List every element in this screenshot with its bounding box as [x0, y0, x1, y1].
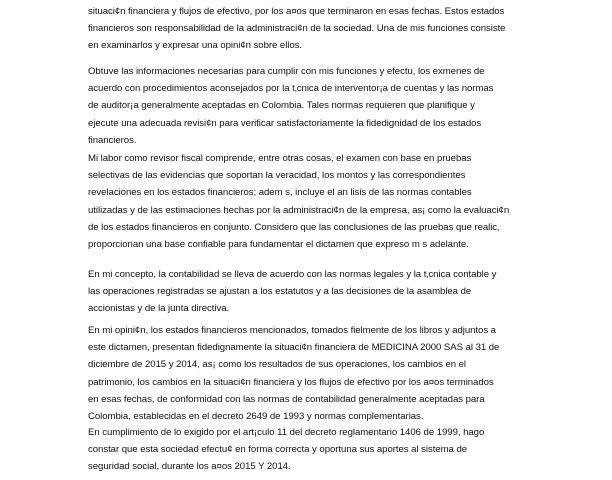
text-line: financieros son responsabilidad de la administraci¢n de la sociedad. Una de mis funciones consiste [88, 23, 506, 35]
text-line: este dictamen, presentan fidedignamente la situaci¢n financiera de MEDICINA 2000 SAS al 31 de [88, 342, 500, 354]
text-line: constar que esta sociedad efectu¢ en forma correcta y oportuna sus aportes al sistema de [88, 444, 468, 456]
text-line: en esas fechas, de conformidad con las normas de contabilidad generalmente aceptadas para [88, 393, 485, 405]
paragraph-social-security-compliance [88, 424, 550, 476]
paragraph-fiscal-review-scope [88, 150, 550, 253]
paragraph-opinion [88, 322, 550, 425]
paragraph-audit-procedures [88, 63, 550, 149]
text-line: de auditor¡a generalmente aceptadas en Colombia. Tales normas requieren que planifique y [88, 100, 475, 112]
text-line: en examinarlos y expresar una opini¢n sobre ellos. [88, 40, 303, 52]
text-line: acuerdo con procedimientos aconsejados por la t‚cnica de interventor¡a de cuentas y las normas [88, 83, 494, 95]
text-line: ejecute una adecuada revisi¢n para verificar satisfactoriamente la fidedignidad de los estados [88, 117, 482, 129]
paragraph-financial-responsibility [88, 3, 550, 55]
text-line: En cumplimiento de lo exigido por el art¡culo 11 del decreto reglamentario 1406 de 1999, hago [88, 427, 485, 438]
text-line: utilizadas y de las estimaciones hechas por la administraci¢n de la empresa, as¡ como la evaluaci¢n [88, 204, 510, 216]
text-line: Mi labor como revisor fiscal comprende, entre otras cosas, el examen con base en pruebas [88, 153, 472, 164]
text-line: seguridad social, durante los a¤os 2015 Y 2014. [88, 461, 291, 473]
text-line: accionistas y de la junta directiva. [88, 303, 230, 315]
text-line: En mi concepto, la contabilidad se lleva de acuerdo con las normas legales y la t‚cnica contable y [88, 269, 497, 280]
paragraph-accounting-concept [88, 266, 550, 318]
text-line: proporcionan una base confiable para fundamentar el dictamen que expreso m s adelante. [88, 239, 469, 251]
text-line: selectivas de las evidencias que soportan la veracidad, los montos y las correspondientes [88, 170, 466, 182]
text-line: de los estados financieros en conjunto. Considero que las conclusiones de las pruebas que realic‚ [88, 221, 500, 233]
text-line: Obtuve las informaciones necesarias para cumplir con mis funciones y efectu, los exmenes de [88, 66, 485, 77]
text-line: patrimonio, los cambios en la situaci¢n financiera y los flujos de efectivo por los a¤os terminados [88, 376, 494, 388]
text-line: revelaciones en los estados financieros; adem s, incluye el an lisis de las normas contables [88, 187, 472, 199]
text-line: situaci¢n financiera y flujos de efectivo, por los a¤os que terminaron en esas fechas. Estos estados [88, 6, 505, 17]
text-line: diciembre de 2015 y 2014, as¡ como los resultados de sus operaciones, los cambios en el [88, 359, 467, 371]
text-line: En mi opini¢n, los estados financieros mencionados, tomados fielmente de los libros y adjuntos a [88, 325, 496, 336]
text-line: Colombia, establecidas en el decreto 2649 de 1993 y normas complementarias. [88, 411, 424, 423]
text-line: financieros. [88, 134, 137, 146]
text-line: las operaciones registradas se ajustan a los estatutos y a las decisiones de la asamblea de [88, 286, 472, 298]
